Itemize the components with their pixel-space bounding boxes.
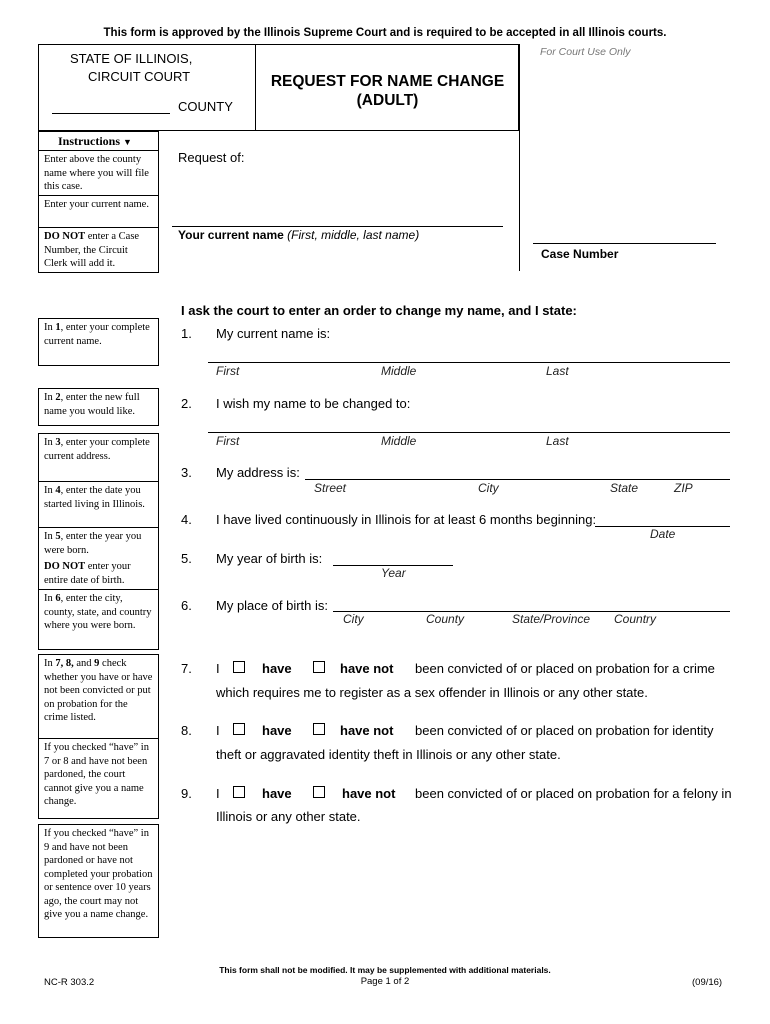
item-9-I: I [216, 786, 220, 801]
triangle-down-icon: ▼ [123, 137, 132, 147]
footer-notice: This form shall not be modified. It may be supplemented with additional materials. [219, 965, 551, 975]
item-9-text-line2: Illinois or any other state. [216, 809, 361, 824]
item-8-I: I [216, 723, 220, 738]
item-2-number: 2. [181, 396, 192, 411]
item-6-text: My place of birth is: [216, 598, 328, 613]
item-9-have-label: have [262, 786, 292, 801]
item-5-text: My year of birth is: [216, 551, 323, 566]
note-item-1: In 1, enter your complete current name. [38, 318, 159, 366]
item-1-text: My current name is: [216, 326, 331, 341]
intro-statement: I ask the court to enter an order to change my name, and I state: [181, 303, 577, 318]
court-use-label: For Court Use Only [540, 46, 631, 58]
item-8-have-label: have [262, 723, 292, 738]
item-7-text-line2: which requires me to register as a sex offender in Illinois or any other state. [216, 685, 648, 700]
new-name-line[interactable] [208, 432, 730, 433]
item-8-have-checkbox[interactable] [233, 723, 245, 735]
label-county: County [426, 612, 465, 626]
item-7-have-label: have [262, 661, 292, 676]
address-line[interactable] [305, 479, 730, 480]
item-9-have-checkbox[interactable] [233, 786, 245, 798]
note-item-5: In 5, enter the year you were born. DO NOT enter your entire date of birth. [38, 528, 159, 590]
item-9-number: 9. [181, 786, 192, 801]
note-item-2: In 2, enter the new full name you would like. [38, 388, 159, 426]
label-first-2: First [216, 434, 240, 448]
label-last-2: Last [546, 434, 569, 448]
label-street: Street [314, 481, 347, 495]
item-1-number: 1. [181, 326, 192, 341]
label-year: Year [381, 566, 406, 580]
form-subtitle: (ADULT) [356, 92, 419, 109]
item-4-text: I have lived continuously in Illinois for at least 6 months beginning: [216, 512, 597, 527]
label-state-3: State [610, 481, 639, 495]
current-full-name-line[interactable] [208, 362, 730, 363]
note-item-7: In 7, 8, and 9 check whether you have or have not been convicted or put on probation for the crime listed. [38, 654, 159, 739]
state-label: STATE OF ILLINOIS, [70, 51, 193, 66]
page-number: Page 1 of 2 [360, 976, 410, 987]
label-state-province: State/Province [512, 612, 591, 626]
item-8-have-not-label: have not [340, 723, 394, 738]
item-2-text: I wish my name to be changed to: [216, 396, 411, 411]
label-city-6: City [343, 612, 364, 626]
item-6-number: 6. [181, 598, 192, 613]
label-country: Country [614, 612, 657, 626]
item-3-text: My address is: [216, 465, 300, 480]
instruction-current-name: Enter your current name. [38, 196, 159, 228]
label-zip: ZIP [674, 481, 693, 495]
court-use-border [519, 44, 520, 271]
item-5-number: 5. [181, 551, 192, 566]
note-item-4: In 4, enter the date you started living in Illinois. [38, 482, 159, 528]
note-item-6: In 6, enter the city, county, state, and country where you were born. [38, 590, 159, 650]
county-label: COUNTY [178, 99, 233, 114]
request-of-label: Request of: [178, 150, 245, 165]
current-name-line[interactable] [172, 226, 503, 227]
item-8-text: been convicted of or placed on probation for identity [415, 723, 714, 738]
label-date: Date [650, 527, 676, 541]
form-title: REQUEST FOR NAME CHANGE [270, 73, 505, 90]
label-city-3: City [478, 481, 499, 495]
item-7-number: 7. [181, 661, 192, 676]
label-last-1: Last [546, 364, 569, 378]
instructions-heading: Instructions ▼ [58, 134, 132, 148]
item-8-number: 8. [181, 723, 192, 738]
item-9-have-not-label: have not [342, 786, 396, 801]
item-7-text: been convicted of or placed on probation for a crime [415, 661, 715, 676]
circuit-court-label: CIRCUIT COURT [88, 69, 191, 84]
note-item-3: In 3, enter your complete current address. [38, 433, 159, 482]
case-number-label: Case Number [541, 247, 619, 261]
current-name-label: Your current name (First, middle, last name) [178, 228, 420, 242]
header-notice: This form is approved by the Illinois Supreme Court and is required to be accepted in all Illinois courts. [103, 27, 667, 39]
item-9-text: been convicted of or placed on probation for a felony in [415, 786, 732, 801]
item-4-number: 4. [181, 512, 192, 527]
form-id: NC-R 303.2 [44, 977, 95, 988]
county-line[interactable] [52, 113, 170, 114]
form-version: (09/16) [692, 977, 723, 988]
case-number-line [533, 243, 716, 244]
label-middle-1: Middle [381, 364, 417, 378]
label-middle-2: Middle [381, 434, 417, 448]
item-7-I: I [216, 661, 220, 676]
item-9-have-not-checkbox[interactable] [313, 786, 325, 798]
item-8-have-not-checkbox[interactable] [313, 723, 325, 735]
note-item-9: If you checked “have” in 9 and have not been pardoned or have not completed your probation or sentence over 10 years ago, the court may not give you a name change. [38, 824, 159, 938]
item-7-have-not-checkbox[interactable] [313, 661, 325, 673]
note-item-8: If you checked “have” in 7 or 8 and have not been pardoned, the court cannot give you a name change. [38, 739, 159, 819]
label-first-1: First [216, 364, 240, 378]
instruction-county: Enter above the county name where you will file this case. [38, 150, 159, 196]
item-7-have-checkbox[interactable] [233, 661, 245, 673]
instruction-case-number: DO NOT enter a Case Number, the Circuit Clerk will add it. [38, 228, 159, 273]
item-8-text-line2: theft or aggravated identity theft in Illinois or any other state. [216, 747, 561, 762]
item-3-number: 3. [181, 465, 192, 480]
item-7-have-not-label: have not [340, 661, 394, 676]
